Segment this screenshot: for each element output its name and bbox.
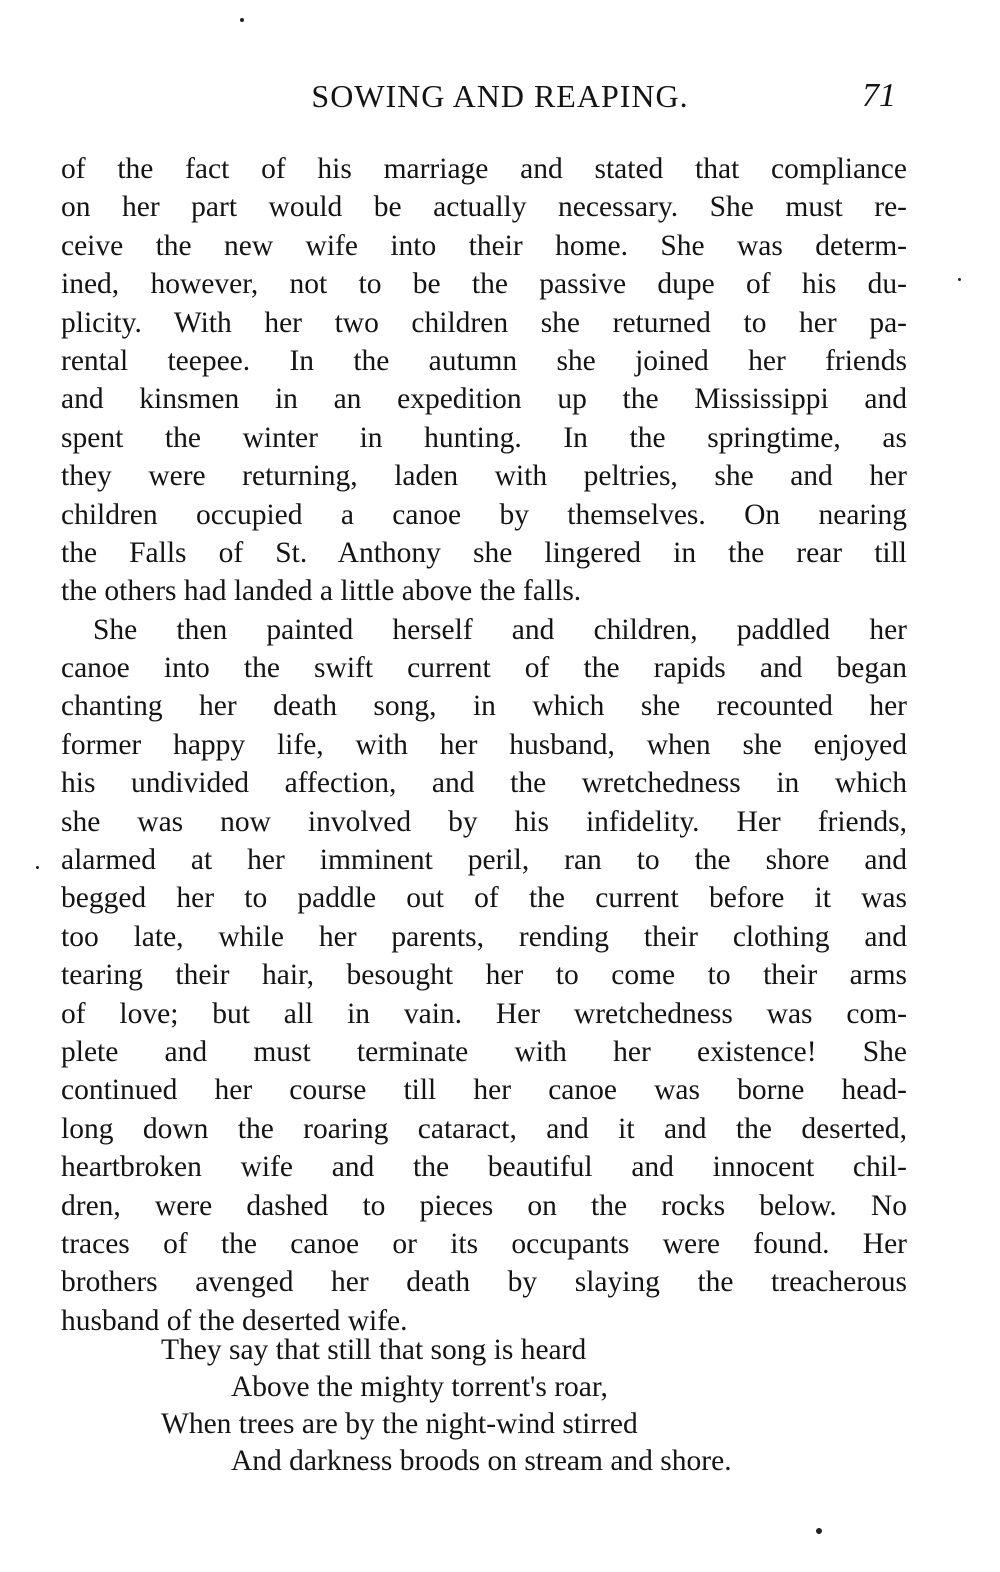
text-line: former happy life, with her husband, when she enjoyed [61,728,907,761]
text-line: begged her to paddle out of the current before it was [61,882,907,915]
ink-speck [36,866,39,869]
page-number: 71 [862,77,896,114]
text-line: heartbroken wife and the beautiful and innocent chil- [61,1151,907,1184]
text-line: She then painted herself and children, paddled her [93,613,907,646]
text-line: husband of the deserted wife. [61,1304,408,1337]
text-line: long down the roaring cataract, and it and the deserted, [61,1112,907,1145]
text-line: she was now involved by his infidelity. Her friends, [61,805,907,838]
text-line: of the fact of his marriage and stated that compliance [61,153,907,185]
text-line: they were returning, laden with peltries, she and her [61,460,907,493]
running-title: SOWING AND REAPING. [311,78,689,114]
text-line: his undivided affection, and the wretchedness in which [61,767,907,800]
text-line: alarmed at her imminent peril, ran to the shore and [61,844,907,877]
text-line: and kinsmen in an expedition up the Mississippi and [61,383,907,416]
paragraph-2 [61,611,907,1340]
text-line: tearing their hair, besought her to come to their arms [61,959,907,992]
paragraph-1 [61,150,907,611]
text-line: spent the winter in hunting. In the springtime, as [61,421,907,454]
text-line: too late, while her parents, rending their clothing and [61,920,907,953]
ink-speck [958,278,961,281]
verse-line: They say that still that song is heard [161,1334,587,1366]
text-line: the others had landed a little above the falls. [61,575,582,608]
text-line: rental teepee. In the autumn she joined her friends [61,344,907,377]
text-line: traces of the canoe or its occupants were found. Her [61,1227,907,1260]
ink-speck [816,1528,822,1534]
verse-stanza [61,1332,907,1480]
text-line: continued her course till her canoe was borne head- [61,1074,907,1107]
verse-line: And darkness broods on stream and shore. [231,1445,732,1477]
verse-line: Above the mighty torrent's roar, [231,1371,608,1403]
text-line: ined, however, not to be the passive dupe of his du- [61,268,907,301]
text-body [61,150,907,1340]
running-head [0,72,1000,120]
text-line: plete and must terminate with her existence! She [61,1035,907,1068]
text-line: dren, were dashed to pieces on the rocks below. No [61,1189,907,1222]
text-line: chanting her death song, in which she recounted her [61,690,907,723]
verse-line: When trees are by the night-wind stirred [161,1408,638,1440]
text-line: brothers avenged her death by slaying the treacherous [61,1266,907,1299]
text-line: ceive the new wife into their home. She was determ- [61,229,907,262]
text-line: plicity. With her two children she returned to her pa- [61,306,907,339]
ink-speck [240,18,244,22]
text-line: the Falls of St. Anthony she lingered in the rear till [61,536,907,569]
text-line: canoe into the swift current of the rapids and began [61,652,907,685]
text-line: of love; but all in vain. Her wretchedness was com- [61,997,907,1030]
text-line: on her part would be actually necessary. She must re- [61,191,907,224]
text-line: children occupied a canoe by themselves. On nearing [61,498,907,531]
